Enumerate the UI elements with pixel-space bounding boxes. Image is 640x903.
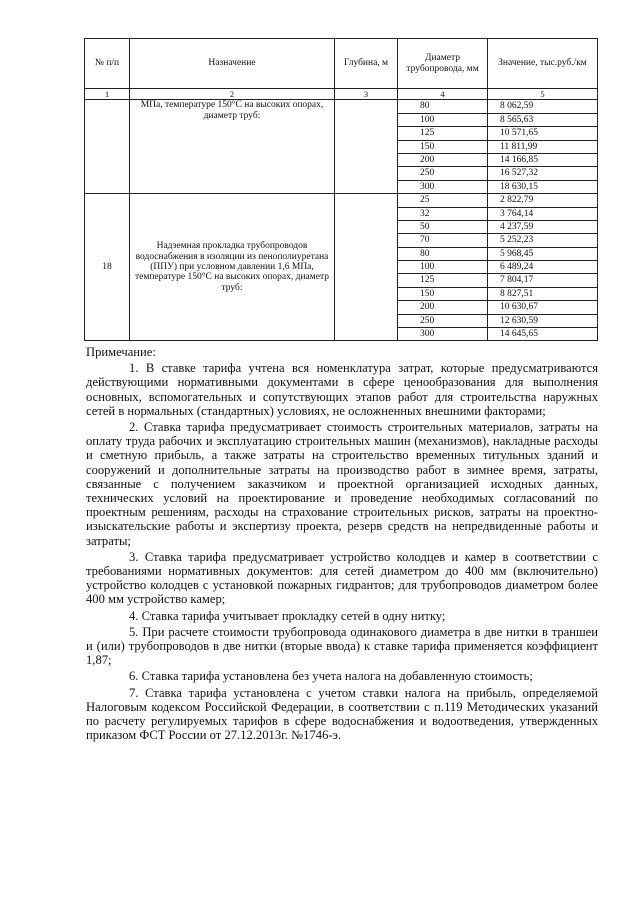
diameter-cell: 25 xyxy=(398,194,488,207)
col-index-cell: 3 xyxy=(335,89,398,100)
note-item: 1. В ставке тарифа учтена вся номенклатура затрат, которые предусматриваются действующими нормативными документами в сфере ценообразования для выполнения основных, вспомогательных и сопутствующих этапов работ для строительства наружных сетей в нормальных (стандартных) условиях, не осложненных внешними факторами; xyxy=(86,361,598,418)
diameter-cell: 100 xyxy=(398,113,488,126)
table-row xyxy=(85,100,598,113)
diameter-cell: 150 xyxy=(398,287,488,300)
note-item: 3. Ставка тарифа предусматривает устройство колодцев и камер в соответствии с требованиями нормативных документов: для сетей диаметром до 400 мм (включительно) устройство колодцев с установкой пожарных гидрантов; для трубопроводов диаметром более 400 мм устройство камер; xyxy=(86,549,598,607)
value-cell: 5 968,45 xyxy=(488,247,598,260)
notes-title: Примечание: xyxy=(86,345,156,359)
header-diameter: Диаметр трубопровода, мм xyxy=(398,39,488,89)
value-cell: 5 252,23 xyxy=(488,234,598,247)
value-cell: 14 166,85 xyxy=(488,153,598,166)
col-index-cell: 4 xyxy=(398,89,488,100)
header-num: № п/п xyxy=(85,39,130,89)
description-cell: Надземная прокладка трубопроводов водоснабжения в изоляции из пенополиуретана (ППУ) при условном давлении 1,6 МПа, температуре 150°С на высоких опорах, диаметр труб: xyxy=(130,194,335,341)
diameter-cell: 80 xyxy=(398,100,488,113)
table-header-row xyxy=(85,39,598,89)
value-cell: 4 237,59 xyxy=(488,220,598,233)
value-cell: 7 804,17 xyxy=(488,274,598,287)
value-cell: 2 822,79 xyxy=(488,194,598,207)
table-body xyxy=(85,100,598,341)
note-item: 7. Ставка тарифа установлена с учетом ставки налога на прибыль, определяемой Налоговым кодексом Российской Федерации, в соответствии с п.119 Методических указаний по расчету регулируемых тарифов в сфере водоснабжения и водоотведения, утвержденных приказом ФСТ России от 27.12.2013г. №1746-э. xyxy=(86,685,598,743)
tariff-table xyxy=(84,38,598,341)
diameter-cell: 300 xyxy=(398,328,488,341)
note-item: 5. При расчете стоимости трубопровода одинакового диаметра в две нитки в траншеи и (или) трубопроводов в две нитки (вторые ввода) к ставке тарифа применяется коэффициент 1,87; xyxy=(86,624,598,668)
description-cell: МПа, температуре 150°С на высоких опорах, диаметр труб: xyxy=(130,100,335,194)
notes-list xyxy=(86,361,598,742)
value-cell: 6 489,24 xyxy=(488,261,598,274)
row-number-cell: 18 xyxy=(85,194,130,341)
diameter-cell: 250 xyxy=(398,167,488,180)
value-cell: 3 764,14 xyxy=(488,207,598,220)
diameter-cell: 100 xyxy=(398,261,488,274)
diameter-cell: 32 xyxy=(398,207,488,220)
notes-section xyxy=(86,345,598,744)
diameter-cell: 125 xyxy=(398,274,488,287)
note-item: 2. Ставка тарифа предусматривает стоимость строительных материалов, затраты на оплату труда рабочих и эксплуатацию строительных машин (механизмов), накладные расходы и сметную прибыль, а также затраты на строительство временных титульных зданий и сооружений и дополнительные затраты на производство работ в зимнее время, затраты, связанные с получением заказчиком и проектной организацией исходных данных, технических условий на проектирование и проведение необходимых согласований по проектным решениям, расходы на страхование строительных рисков, затраты на проектно-изыскательские работы и экспертизу проекта, резерв средств на непредвиденные работы и затраты; xyxy=(86,420,598,548)
row-number-cell xyxy=(85,100,130,194)
value-cell: 10 630,67 xyxy=(488,301,598,314)
depth-cell xyxy=(335,100,398,194)
diameter-cell: 200 xyxy=(398,153,488,166)
note-item: 6. Ставка тарифа установлена без учета налога на добавленную стоимость; xyxy=(129,669,533,684)
diameter-cell: 70 xyxy=(398,234,488,247)
header-value: Значение, тыс.руб./км xyxy=(488,39,598,89)
diameter-cell: 250 xyxy=(398,314,488,327)
diameter-cell: 50 xyxy=(398,220,488,233)
value-cell: 11 811,99 xyxy=(488,140,598,153)
diameter-cell: 200 xyxy=(398,301,488,314)
value-cell: 12 630,59 xyxy=(488,314,598,327)
value-cell: 8 827,51 xyxy=(488,287,598,300)
header-name: Назначение xyxy=(130,39,335,89)
value-cell: 8 062,59 xyxy=(488,100,598,113)
depth-cell xyxy=(335,194,398,341)
value-cell: 16 527,32 xyxy=(488,167,598,180)
column-index-row xyxy=(85,89,598,100)
diameter-cell: 125 xyxy=(398,127,488,140)
value-cell: 8 565,63 xyxy=(488,113,598,126)
table-row xyxy=(85,194,598,207)
value-cell: 10 571,65 xyxy=(488,127,598,140)
col-index-cell: 2 xyxy=(130,89,335,100)
diameter-cell: 150 xyxy=(398,140,488,153)
value-cell: 18 630,15 xyxy=(488,180,598,193)
header-depth: Глубина, м xyxy=(335,39,398,89)
col-index-cell: 5 xyxy=(488,89,598,100)
col-index-cell: 1 xyxy=(85,89,130,100)
diameter-cell: 80 xyxy=(398,247,488,260)
diameter-cell: 300 xyxy=(398,180,488,193)
note-item: 4. Ставка тарифа учитывает прокладку сетей в одну нитку; xyxy=(129,608,446,623)
value-cell: 14 645,65 xyxy=(488,328,598,341)
